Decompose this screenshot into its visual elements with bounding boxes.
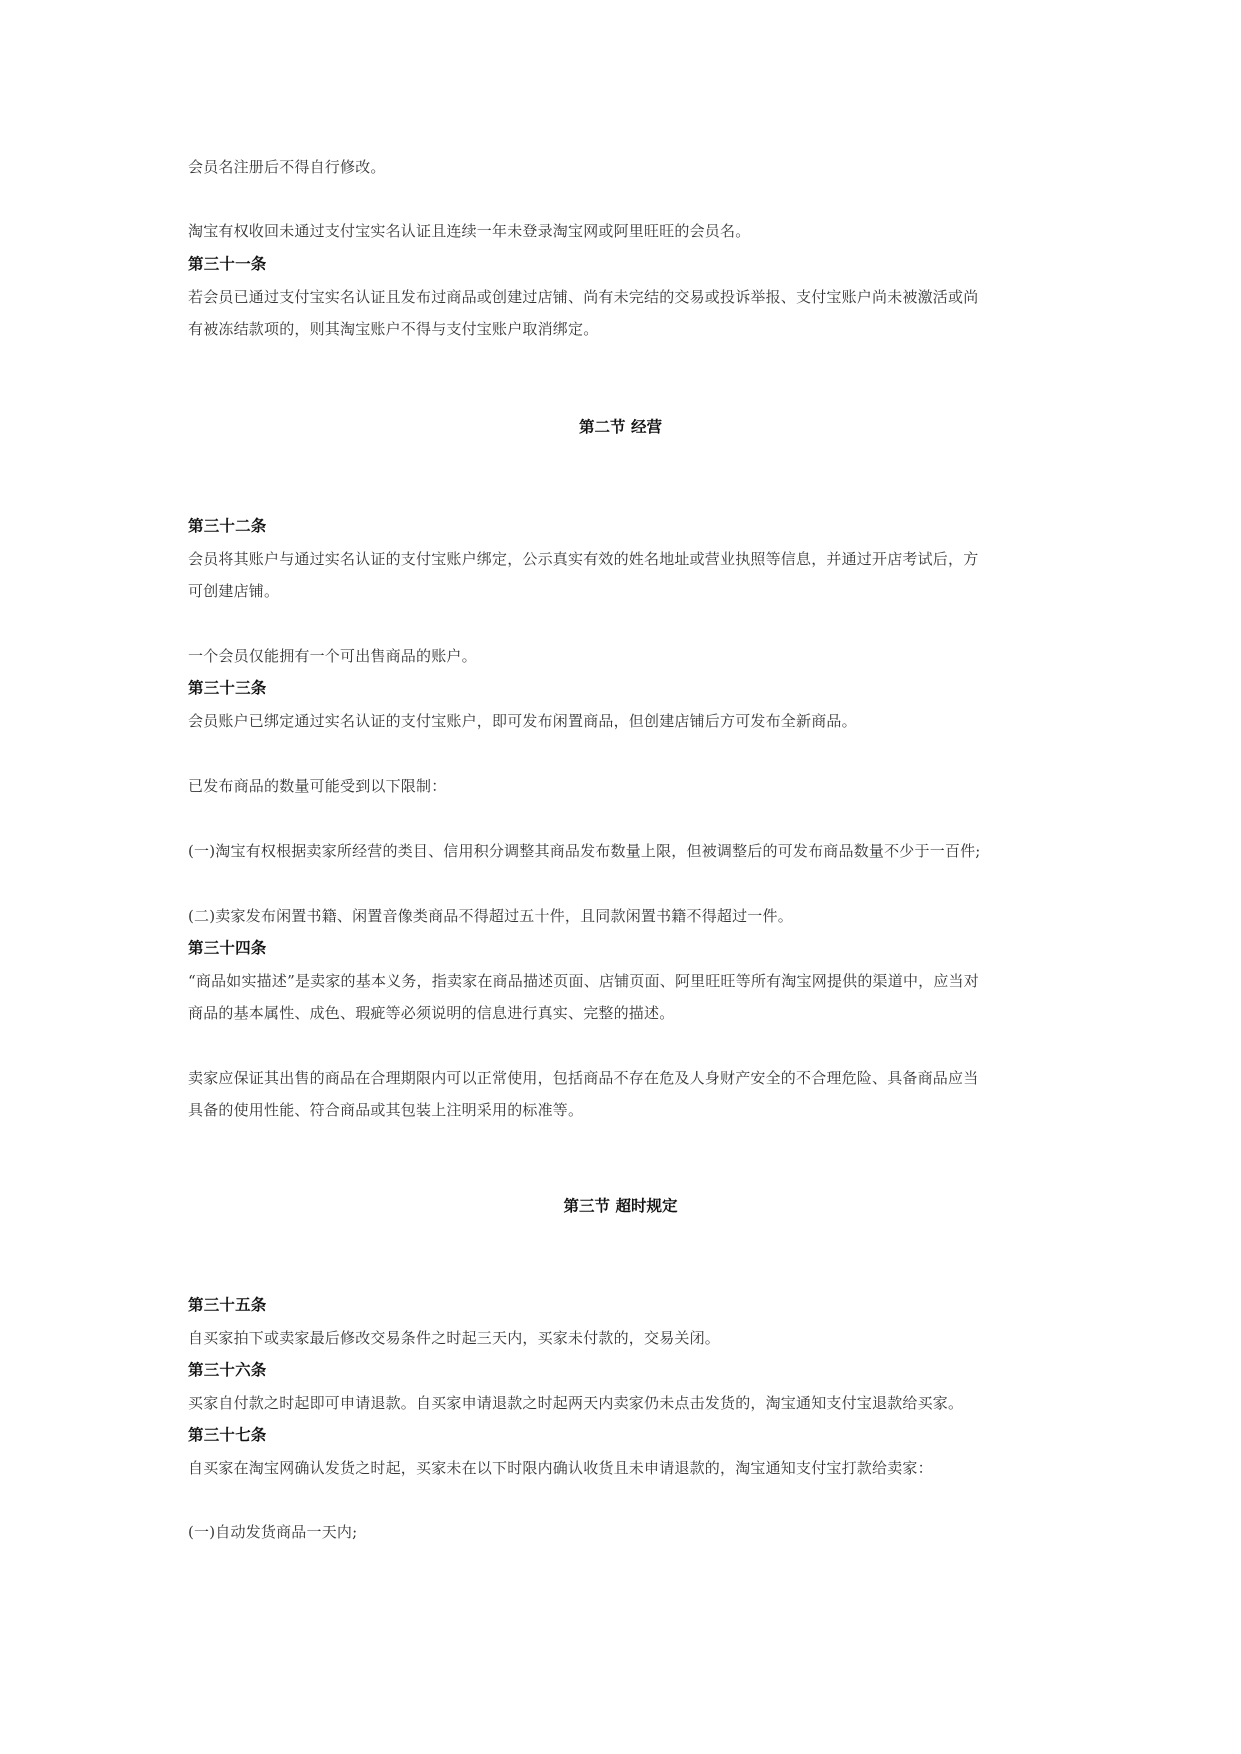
paragraph-line: 会员账户已绑定通过实名认证的支付宝账户，即可发布闲置商品，但创建店铺后方可发布全新商品。 [188, 712, 857, 730]
paragraph-line: (一)自动发货商品一天内; [188, 1523, 358, 1541]
article-heading-31: 第三十一条 [188, 254, 267, 273]
paragraph-line: 具备的使用性能、符合商品或其包装上注明采用的标准等。 [188, 1101, 584, 1119]
paragraph-line: 会员名注册后不得自行修改。 [188, 158, 386, 176]
article-heading-32: 第三十二条 [188, 516, 267, 535]
paragraph-line: (一)淘宝有权根据卖家所经营的类目、信用积分调整其商品发布数量上限，但被调整后的可发布商品数量不少于一百件; [188, 842, 981, 860]
paragraph-line: 商品的基本属性、成色、瑕疵等必须说明的信息进行真实、完整的描述。 [188, 1004, 675, 1022]
article-heading-37: 第三十七条 [188, 1425, 267, 1444]
paragraph-line: 已发布商品的数量可能受到以下限制： [188, 777, 447, 795]
article-heading-36: 第三十六条 [188, 1360, 267, 1379]
paragraph-line: 自买家在淘宝网确认发货之时起，买家未在以下时限内确认收货且未申请退款的，淘宝通知支付宝打款给卖家： [188, 1459, 933, 1477]
article-heading-35: 第三十五条 [188, 1295, 267, 1314]
paragraph-line: 可创建店铺。 [188, 582, 280, 600]
paragraph-line: “商品如实描述”是卖家的基本义务，指卖家在商品描述页面、店铺页面、阿里旺旺等所有淘宝网提供的渠道中，应当对 [188, 972, 979, 990]
paragraph-line: 自买家拍下或卖家最后修改交易条件之时起三天内，买家未付款的，交易关闭。 [188, 1329, 721, 1347]
paragraph-line: 会员将其账户与通过实名认证的支付宝账户绑定，公示真实有效的姓名地址或营业执照等信息，并通过开店考试后，方 [188, 550, 979, 568]
paragraph-line: 若会员已通过支付宝实名认证且发布过商品或创建过店铺、尚有未完结的交易或投诉举报、支付宝账户尚未被激活或尚 [188, 288, 979, 306]
paragraph-line: 淘宝有权收回未通过支付宝实名认证且连续一年未登录淘宝网或阿里旺旺的会员名。 [188, 222, 751, 240]
paragraph-line: 买家自付款之时起即可申请退款。自买家申请退款之时起两天内卖家仍未点击发货的，淘宝通知支付宝退款给买家。 [188, 1394, 964, 1412]
paragraph-line: 有被冻结款项的，则其淘宝账户不得与支付宝账户取消绑定。 [188, 320, 599, 338]
paragraph-line: 一个会员仅能拥有一个可出售商品的账户。 [188, 647, 477, 665]
article-heading-33: 第三十三条 [188, 678, 267, 697]
section-heading-3: 第三节 超时规定 [563, 1196, 678, 1215]
section-heading-2: 第二节 经营 [579, 417, 662, 436]
paragraph-line: (二)卖家发布闲置书籍、闲置音像类商品不得超过五十件，且同款闲置书籍不得超过一件。 [188, 907, 793, 925]
article-heading-34: 第三十四条 [188, 938, 267, 957]
paragraph-line: 卖家应保证其出售的商品在合理期限内可以正常使用，包括商品不存在危及人身财产安全的不合理危险、具备商品应当 [188, 1069, 979, 1087]
